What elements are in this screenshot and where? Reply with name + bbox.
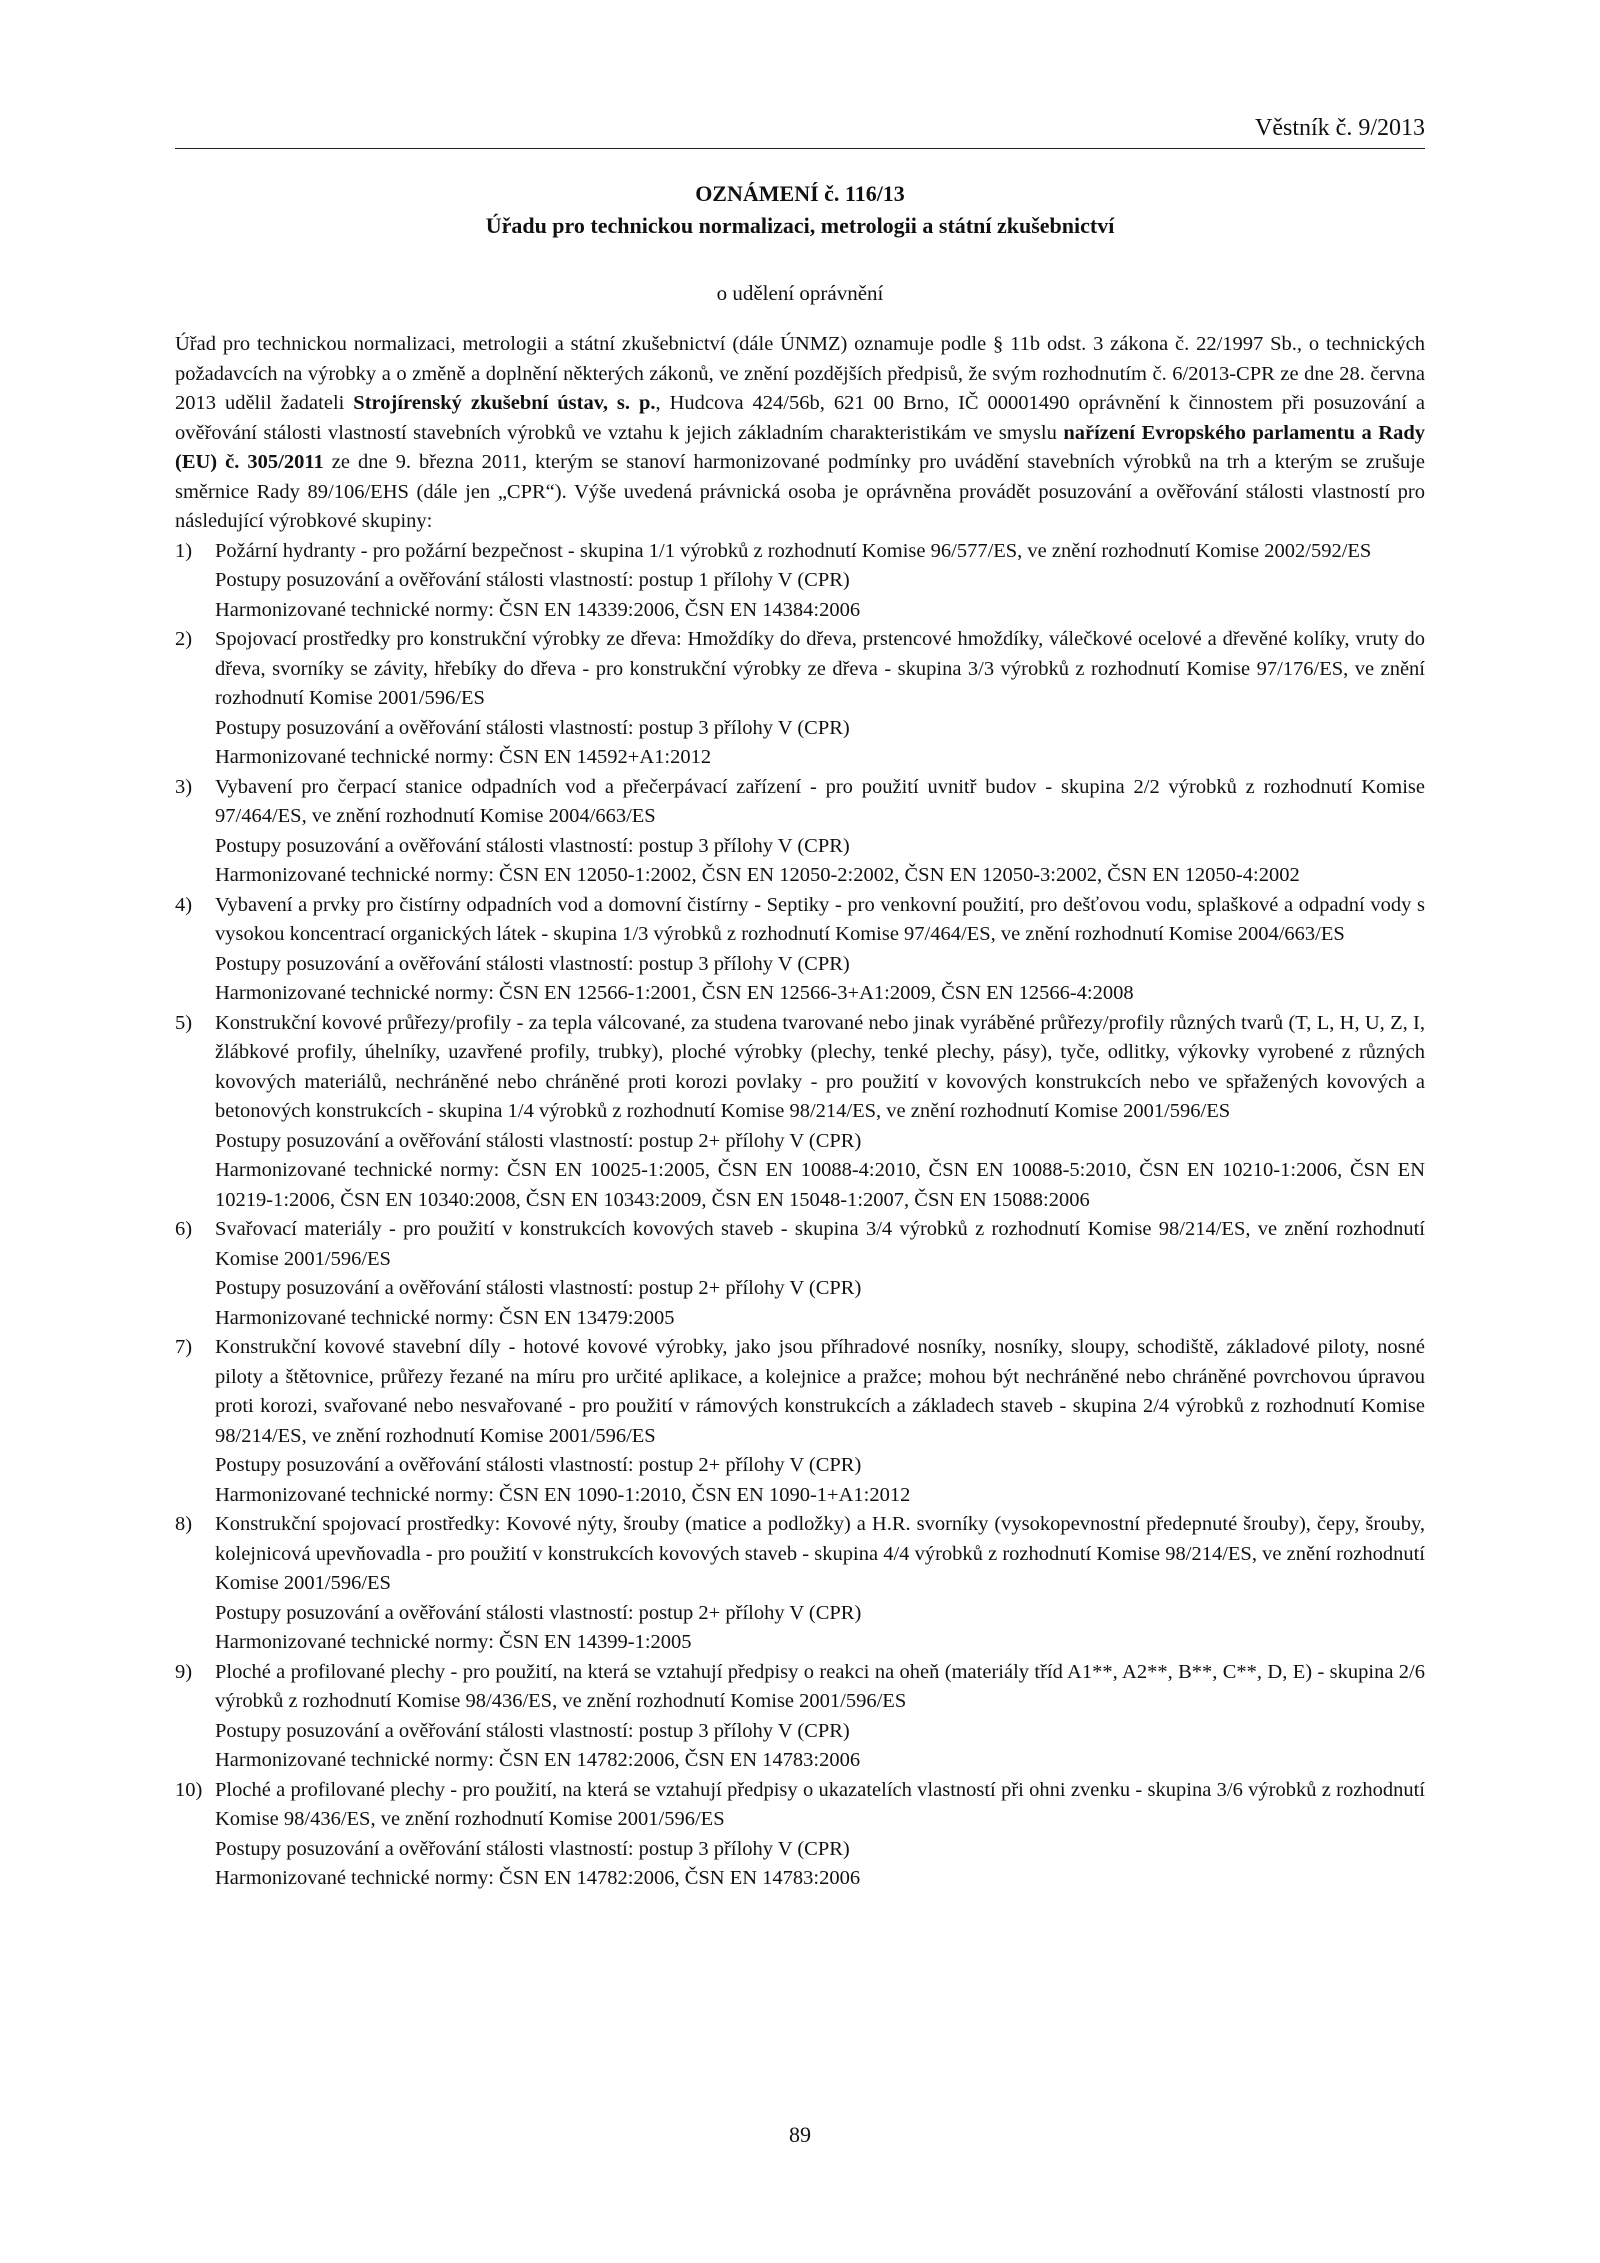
item-procedure: Postupy posuzování a ověřování stálosti vlastností: postup 3 přílohy V (CPR)	[215, 834, 850, 857]
item-procedure: Postupy posuzování a ověřování stálosti vlastností: postup 2+ přílohy V (CPR)	[215, 1454, 862, 1476]
item-norms: Harmonizované technické normy: ČSN EN 13479:2005	[215, 1306, 675, 1329]
item-norms: Harmonizované technické normy: ČSN EN 14339:2006, ČSN EN 14384:2006	[215, 598, 861, 621]
list-item	[175, 1333, 1425, 1510]
item-norms: Harmonizované technické normy: ČSN EN 12566-1:2001, ČSN EN 12566-3+A1:2009, ČSN EN 12566-4:2008	[215, 982, 1134, 1004]
item-description: Vybavení a prvky pro čistírny odpadních vod a domovní čistírny - Septiky - pro venkovní použití, pro dešťovou vodu, splaškové a odpadní vody s vysokou koncentrací organických látek - skupina 1/3 výrobků z rozhodnutí Komise 97/464/ES, ve znění rozhodnutí Komise 2004/663/ES	[215, 893, 1425, 945]
list-item	[175, 1009, 1425, 1216]
intro-text-3: ze dne 9. března 2011, kterým se stanoví harmonizované podmínky pro uvádění stavebních výrobků na trh a kterým se zrušuje směrnice Rady 89/106/EHS (dále jen „CPR“). Výše uvedená právnická osoba je oprávněna provádět posuzování a ověřování stálosti vlastností pro následující výrobkové skupiny:	[175, 451, 1425, 532]
item-procedure: Postupy posuzování a ověřování stálosti vlastností: postup 1 přílohy V (CPR)	[215, 569, 850, 591]
item-description: Svařovací materiály - pro použití v konstrukcích kovových staveb - skupina 3/4 výrobků z rozhodnutí Komise 98/214/ES, ve znění rozhodnutí Komise 2001/596/ES	[215, 1218, 1425, 1270]
intro-text-2: , Hudcova 424/56b, 621 00 Brno, IČ 00001490 oprávnění k činnostem při posuzování a ověřování stálosti vlastností stavebních výrobků ve vztahu k jejich základním charakteristikám ve smyslu	[175, 392, 1425, 444]
item-number: 7)	[175, 1336, 193, 1358]
item-description: Požární hydranty - pro požární bezpečnost - skupina 1/1 výrobků z rozhodnutí Komise 96/577/ES, ve znění rozhodnutí Komise 2002/592/ES	[215, 539, 1372, 562]
item-number: 3)	[175, 775, 193, 798]
item-description: Ploché a profilované plechy - pro použití, na která se vztahují předpisy o ukazatelích vlastností při ohni zvenku - skupina 3/6 výrobků z rozhodnutí Komise 98/436/ES, ve znění rozhodnutí Komise 2001/596/ES	[215, 1778, 1425, 1830]
regulation-name: nařízení Evropského parlamentu a Rady (EU) č. 305/2011	[175, 421, 1425, 473]
item-description: Konstrukční kovové stavební díly - hotové kovové výrobky, jako jsou příhradové nosníky, nosníky, sloupy, schodiště, základové piloty, nosné piloty a štětovnice, průřezy řezané na míru pro určité aplikace, a kolejnice a pražce; mohou být nechráněné nebo chráněné povrchovou úpravou proti korozi, svařované nebo nesvařované - pro použití v rámových konstrukcích a základech staveb - skupina 2/4 výrobků z rozhodnutí Komise 98/214/ES, ve znění rozhodnutí Komise 2001/596/ES	[215, 1336, 1425, 1447]
item-procedure: Postupy posuzování a ověřování stálosti vlastností: postup 2+ přílohy V (CPR)	[215, 1129, 862, 1152]
list-item	[175, 1215, 1425, 1333]
item-procedure: Postupy posuzování a ověřování stálosti vlastností: postup 3 přílohy V (CPR)	[215, 716, 850, 739]
list-item	[175, 537, 1425, 626]
item-number: 4)	[175, 893, 193, 916]
item-norms: Harmonizované technické normy: ČSN EN 12050-1:2002, ČSN EN 12050-2:2002, ČSN EN 12050-3:2002, ČSN EN 12050-4:2002	[215, 864, 1300, 886]
item-number: 5)	[175, 1011, 193, 1034]
intro-paragraph	[175, 330, 1425, 537]
notice-subject: o udělení oprávnění	[716, 281, 884, 305]
item-description: Vybavení pro čerpací stanice odpadních vod a přečerpávací zařízení - pro použití uvnitř budov - skupina 2/2 výrobků z rozhodnutí Komise 97/464/ES, ve znění rozhodnutí Komise 2004/663/ES	[215, 775, 1425, 827]
item-procedure: Postupy posuzování a ověřování stálosti vlastností: postup 3 přílohy V (CPR)	[215, 1837, 850, 1860]
list-item	[175, 625, 1425, 773]
item-norms: Harmonizované technické normy: ČSN EN 14782:2006, ČSN EN 14783:2006	[215, 1749, 861, 1771]
title-block	[175, 178, 1425, 308]
item-description: Spojovací prostředky pro konstrukční výrobky ze dřeva: Hmoždíky do dřeva, prstencové hmoždíky, válečkové ocelové a dřevěné kolíky, vruty do dřeva, svorníky se závity, hřebíky do dřeva - pro konstrukční výrobky ze dřeva - skupina 3/3 výrobků z rozhodnutí Komise 97/176/ES, ve znění rozhodnutí Komise 2001/596/ES	[215, 628, 1425, 709]
list-item	[175, 891, 1425, 1009]
issuing-authority: Úřadu pro technickou normalizaci, metrologii a státní zkušebnictví	[485, 213, 1115, 238]
item-number: 9)	[175, 1660, 193, 1683]
item-number: 1)	[175, 539, 193, 562]
item-number: 8)	[175, 1513, 193, 1535]
item-number: 10)	[175, 1778, 203, 1801]
bulletin-issue: Věstník č. 9/2013	[1255, 115, 1425, 141]
item-procedure: Postupy posuzování a ověřování stálosti vlastností: postup 3 přílohy V (CPR)	[215, 952, 850, 975]
list-item	[175, 773, 1425, 891]
item-procedure: Postupy posuzování a ověřování stálosti vlastností: postup 2+ přílohy V (CPR)	[215, 1601, 862, 1624]
item-description: Konstrukční spojovací prostředky: Kovové nýty, šrouby (matice a podložky) a H.R. svorníky (vysokopevnostní předepnuté šrouby), čepy, šrouby, kolejnicová upevňovadla - pro použití v konstrukcích kovových staveb - skupina 4/4 výrobků z rozhodnutí Komise 98/214/ES, ve znění rozhodnutí Komise 2001/596/ES	[215, 1513, 1425, 1594]
item-procedure: Postupy posuzování a ověřování stálosti vlastností: postup 3 přílohy V (CPR)	[215, 1719, 850, 1742]
bulletin-header	[175, 110, 1425, 149]
item-procedure: Postupy posuzování a ověřování stálosti vlastností: postup 2+ přílohy V (CPR)	[215, 1277, 862, 1299]
list-item	[175, 1776, 1425, 1894]
item-number: 2)	[175, 628, 193, 650]
notice-body	[175, 330, 1425, 1894]
document-page	[175, 0, 1425, 2263]
item-number: 6)	[175, 1218, 193, 1240]
list-item	[175, 1658, 1425, 1776]
applicant-name: Strojírenský zkušební ústav, s. p.	[353, 392, 656, 414]
product-groups-list	[175, 537, 1425, 1894]
intro-text-1: Úřad pro technickou normalizaci, metrologii a státní zkušebnictví (dále ÚNMZ) oznamuje podle § 11b odst. 3 zákona č. 22/1997 Sb., o technických požadavcích na výrobky a o změně a doplnění některých zákonů, ve znění pozdějších předpisů, že svým rozhodnutím č. 6/2013-CPR ze dne 28. června 2013 udělil žadateli	[175, 333, 1425, 414]
notice-title: OZNÁMENÍ č. 116/13	[695, 181, 905, 206]
page-footer	[175, 2120, 1425, 2150]
item-norms: Harmonizované technické normy: ČSN EN 14399-1:2005	[215, 1631, 692, 1653]
page-number: 89	[789, 2122, 811, 2147]
item-norms: Harmonizované technické normy: ČSN EN 14592+A1:2012	[215, 746, 712, 768]
item-description: Ploché a profilované plechy - pro použití, na která se vztahují předpisy o reakci na oheň (materiály tříd A1**, A2**, B**, C**, D, E) - skupina 2/6 výrobků z rozhodnutí Komise 98/436/ES, ve znění rozhodnutí Komise 2001/596/ES	[215, 1660, 1425, 1712]
item-norms: Harmonizované technické normy: ČSN EN 10025-1:2005, ČSN EN 10088-4:2010, ČSN EN 10088-5:2010, ČSN EN 10210-1:2006, ČSN EN 10219-1:2006, ČSN EN 10340:2008, ČSN EN 10343:2009, ČSN EN 15048-1:2007, ČSN EN 15088:2006	[215, 1159, 1425, 1211]
item-norms: Harmonizované technické normy: ČSN EN 1090-1:2010, ČSN EN 1090-1+A1:2012	[215, 1483, 911, 1506]
item-description: Konstrukční kovové průřezy/profily - za tepla válcované, za studena tvarované nebo jinak vyráběné průřezy/profily různých tvarů (T, L, H, U, Z, I, žlábkové profily, úhelníky, uzavřené profily, trubky), ploché výrobky (plechy, tenké plechy, pásy), tyče, odlitky, výkovky vyrobené z různých kovových materiálů, nechráněné nebo chráněné proti korozi povlaky - pro použití v kovových konstrukcích nebo ve spřažených kovových a betonových konstrukcích - skupina 1/4 výrobků z rozhodnutí Komise 98/214/ES, ve znění rozhodnutí Komise 2001/596/ES	[215, 1011, 1425, 1122]
item-norms: Harmonizované technické normy: ČSN EN 14782:2006, ČSN EN 14783:2006	[215, 1867, 861, 1889]
list-item	[175, 1510, 1425, 1658]
